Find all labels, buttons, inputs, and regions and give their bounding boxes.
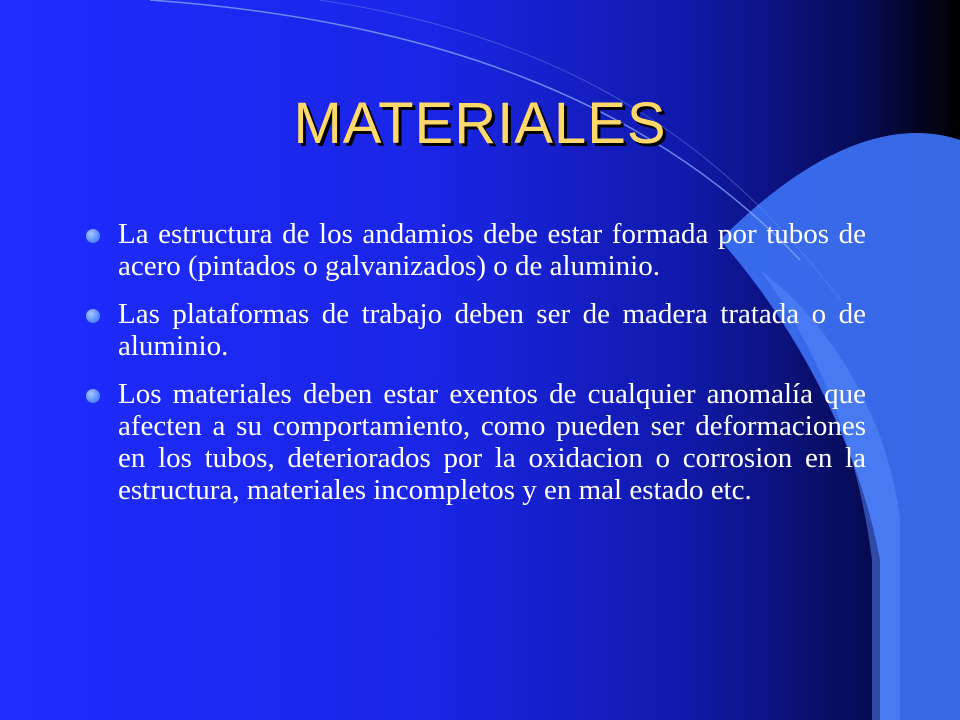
bullet-text: La estructura de los andamios debe estar formada por tubos de acero (pintados o galvanizados) o de aluminio. — [118, 218, 866, 282]
bullet-dot-icon — [86, 229, 100, 243]
bullet-item — [86, 218, 866, 282]
bullet-list — [86, 218, 866, 522]
bullet-item — [86, 378, 866, 506]
bullet-dot-icon — [86, 309, 100, 323]
bullet-text: Las plataformas de trabajo deben ser de madera tratada o de aluminio. — [118, 298, 866, 362]
bullet-text: Los materiales deben estar exentos de cualquier anomalía que afecten a su comportamiento, como pueden ser deformaciones en los tubos, deteriorados por la oxidacion o corrosion en la estructura, materiales incompletos y en mal estado etc. — [118, 378, 866, 506]
bullet-item — [86, 298, 866, 362]
bullet-dot-icon — [86, 389, 100, 403]
slide-title: MATERIALES — [293, 91, 667, 156]
